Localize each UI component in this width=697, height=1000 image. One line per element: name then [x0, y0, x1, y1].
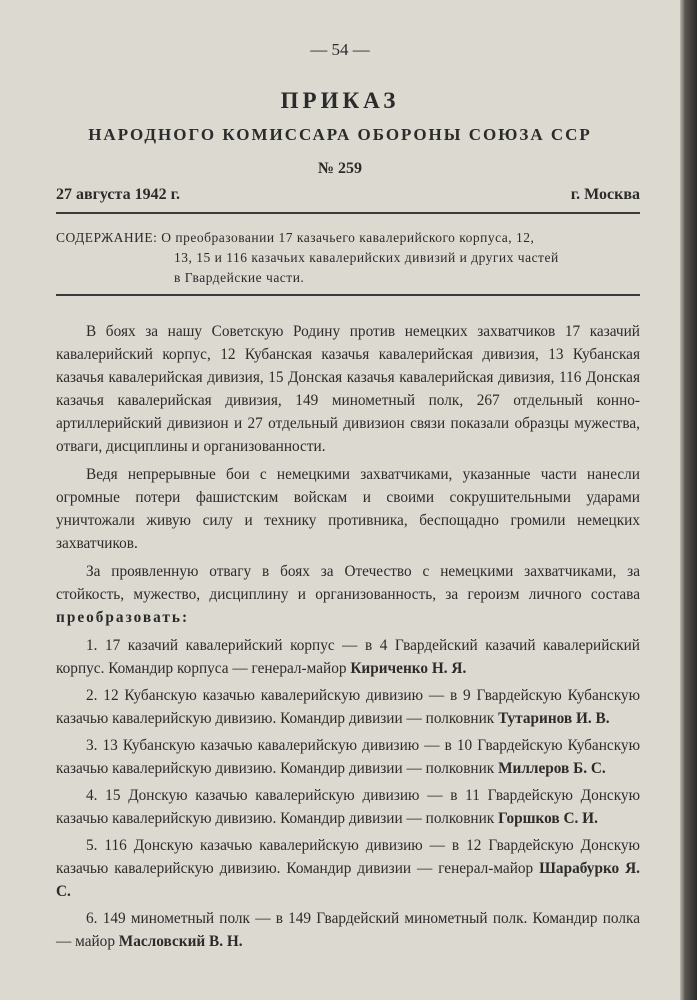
list-item — [56, 684, 640, 730]
paragraph-emphasis: преобразовать: — [56, 609, 190, 626]
paragraph — [56, 560, 640, 629]
content-summary — [56, 228, 640, 288]
page-number: — 54 — — [310, 40, 370, 59]
page-title: ПРИКАЗ — [280, 88, 400, 113]
order-place: г. Москва — [570, 186, 640, 203]
list-item-text: 2. 12 Кубанскую казачью кавалерийскую дивизию — в 9 Гвардейскую Кубанскую казачью кавалерийскую дивизию. Командир дивизии — полковник — [56, 687, 640, 727]
order-date: 27 августа 1942 г. — [56, 186, 181, 203]
list-item-text: 6. 149 минометный полк — в 149 Гвардейский минометный полк. Командир полка — майор — [56, 910, 640, 950]
page-subtitle: НАРОДНОГО КОМИССАРА ОБОРОНЫ СОЮЗА ССР — [88, 125, 592, 144]
paragraph-text: За проявленную отвагу в боях за Отечество с немецкими захватчиками, за стойкость, мужество, дисциплину и организованность, за героизм личного состава — [56, 563, 640, 603]
commander-name: Кириченко Н. Я. — [350, 660, 467, 677]
list-item — [56, 784, 640, 830]
list-item — [56, 734, 640, 780]
order-body — [56, 320, 640, 957]
divider-top — [56, 212, 640, 214]
paragraph: В боях за нашу Советскую Родину против немецких захватчиков 17 казачий кавалерийский корпус, 12 Кубанская казачья кавалерийская дивизия, 13 Кубанская казачья кавалерийская дивизия, 15 Донская казачья кавалерийская дивизия, 116 Донская казачья кавалерийская дивизия, 149 минометный полк, 267 отдельный конно-артиллерийский дивизион и 27 отдельный дивизион связи показали образцы мужества, отваги, дисциплины и организованности. — [56, 323, 640, 455]
page-edge — [680, 0, 697, 1000]
commander-name: Тутаринов И. В. — [498, 710, 610, 727]
commander-name: Горшков С. И. — [498, 810, 598, 827]
commander-name: Шарабурко Я. С. — [56, 860, 641, 900]
divider-bottom — [56, 294, 640, 296]
paragraph: Ведя непрерывные бои с немецкими захватчиками, указанные части нанесли огромные потери фашистским войскам и своими сокрушительными ударами уничтожали живую силу и технику противника, беспощадно громили немецких захватчиков. — [56, 466, 640, 552]
list-item — [56, 907, 640, 953]
content-line: СОДЕРЖАНИЕ: О преобразовании 17 казачьего кавалерийского корпуса, 12, — [56, 230, 535, 245]
list-item-text: 1. 17 казачий кавалерийский корпус — в 4 Гвардейский казачий кавалерийский корпус. Командир корпуса — генерал-майор — [56, 637, 640, 677]
commander-name: Миллеров Б. С. — [498, 760, 606, 777]
list-item — [56, 634, 640, 680]
list-item — [56, 834, 640, 903]
list-item-text: 3. 13 Кубанскую казачью кавалерийскую дивизию — в 10 Гвардейскую Кубанскую казачью кавалерийскую дивизию. Командир дивизии — полковник — [56, 737, 640, 777]
commander-name: Масловский В. Н. — [118, 933, 243, 950]
list-item-text: 4. 15 Донскую казачью кавалерийскую дивизию — в 11 Гвардейскую Донскую казачью кавалерийскую дивизию. Командир дивизии — полковник — [56, 787, 640, 827]
content-line: в Гвардейские части. — [174, 270, 305, 285]
content-line: 13, 15 и 116 казачьих кавалерийских дивизий и других частей — [174, 250, 559, 265]
list-item-text: 5. 116 Донскую казачью кавалерийскую дивизию — в 12 Гвардейскую Донскую казачью кавалерийскую дивизию. Командир дивизии — генерал-майор — [56, 837, 640, 877]
order-number: № 259 — [317, 160, 363, 177]
